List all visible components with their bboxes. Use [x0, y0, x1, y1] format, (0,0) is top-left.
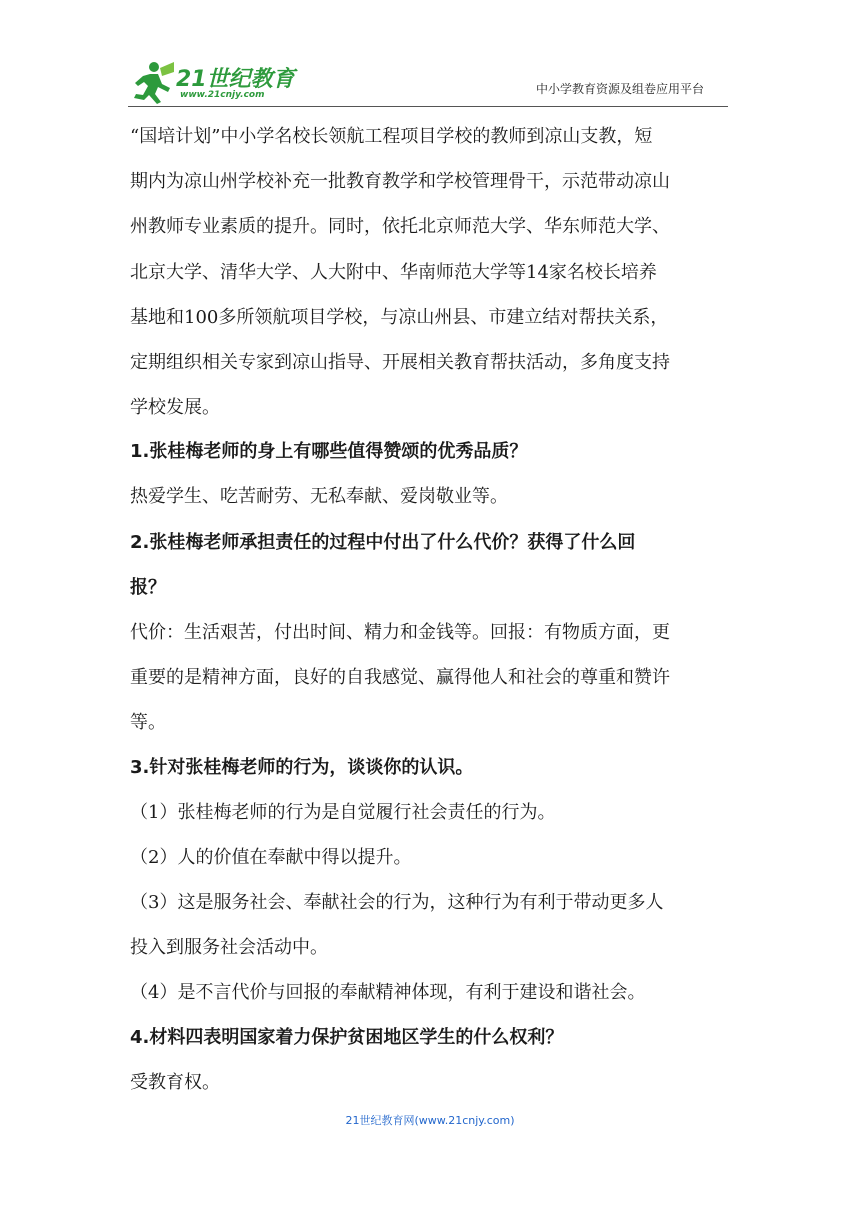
question-1: 1.张桂梅老师的身上有哪些值得赞颂的优秀品质？: [130, 441, 528, 462]
question-4: 4.材料四表明国家着力保护贫困地区学生的什么权利？: [130, 1027, 564, 1048]
header-divider: [128, 106, 728, 107]
page-header: [128, 58, 728, 108]
answer-4: 受教育权。: [130, 1072, 220, 1093]
answer-3-item-1: （1）张桂梅老师的行为是自觉履行社会责任的行为。: [130, 802, 556, 823]
answer-3-item-2: （2）人的价值在奉献中得以提升。: [130, 847, 412, 868]
question-2-cont: 报？: [130, 577, 166, 598]
paragraph-line: 期内为凉山州学校补充一批教育教学和学校管理骨干，示范带动凉山: [130, 171, 670, 192]
logo-text: 21世纪教育: [176, 67, 295, 92]
answer-2-cont: 等。: [130, 712, 166, 733]
paragraph-line: 学校发展。: [130, 397, 220, 418]
question-3: 3.针对张桂梅老师的行为，谈谈你的认识。: [130, 757, 474, 778]
logo-url: www.21cnjy.com: [180, 90, 265, 100]
paragraph-line: “国培计划”中小学名校长领航工程项目学校的教师到凉山支教，短: [130, 126, 653, 147]
paragraph-line: 北京大学、清华大学、人大附中、华南师范大学等14家名校长培养: [130, 262, 657, 283]
question-2: 2.张桂梅老师承担责任的过程中付出了什么代价？获得了什么回: [130, 532, 636, 553]
paragraph-line: 定期组织相关专家到凉山指导、开展相关教育帮扶活动，多角度支持: [130, 352, 670, 373]
answer-2-cont: 重要的是精神方面，良好的自我感觉、赢得他人和社会的尊重和赞许: [130, 667, 670, 688]
paragraph-line: 基地和100多所领航项目学校，与凉山州县、市建立结对帮扶关系，: [130, 307, 669, 328]
header-tagline: 中小学教育资源及组卷应用平台: [535, 82, 704, 96]
answer-3-item-3-cont: 投入到服务社会活动中。: [130, 937, 328, 958]
answer-3-item-3: （3）这是服务社会、奉献社会的行为，这种行为有利于带动更多人: [130, 892, 664, 913]
answer-1: 热爱学生、吃苦耐劳、无私奉献、爱岗敬业等。: [130, 486, 508, 507]
runner-icon: [128, 58, 176, 104]
page-footer: 21世纪教育网(www.21cnjy.com): [345, 1114, 515, 1127]
answer-2: 代价：生活艰苦，付出时间、精力和金钱等。回报：有物质方面，更: [130, 622, 670, 643]
answer-3-item-4: （4）是不言代价与回报的奉献精神体现，有利于建设和谐社会。: [130, 982, 646, 1003]
paragraph-line: 州教师专业素质的提升。同时，依托北京师范大学、华东师范大学、: [130, 216, 670, 237]
site-logo: [128, 58, 298, 104]
